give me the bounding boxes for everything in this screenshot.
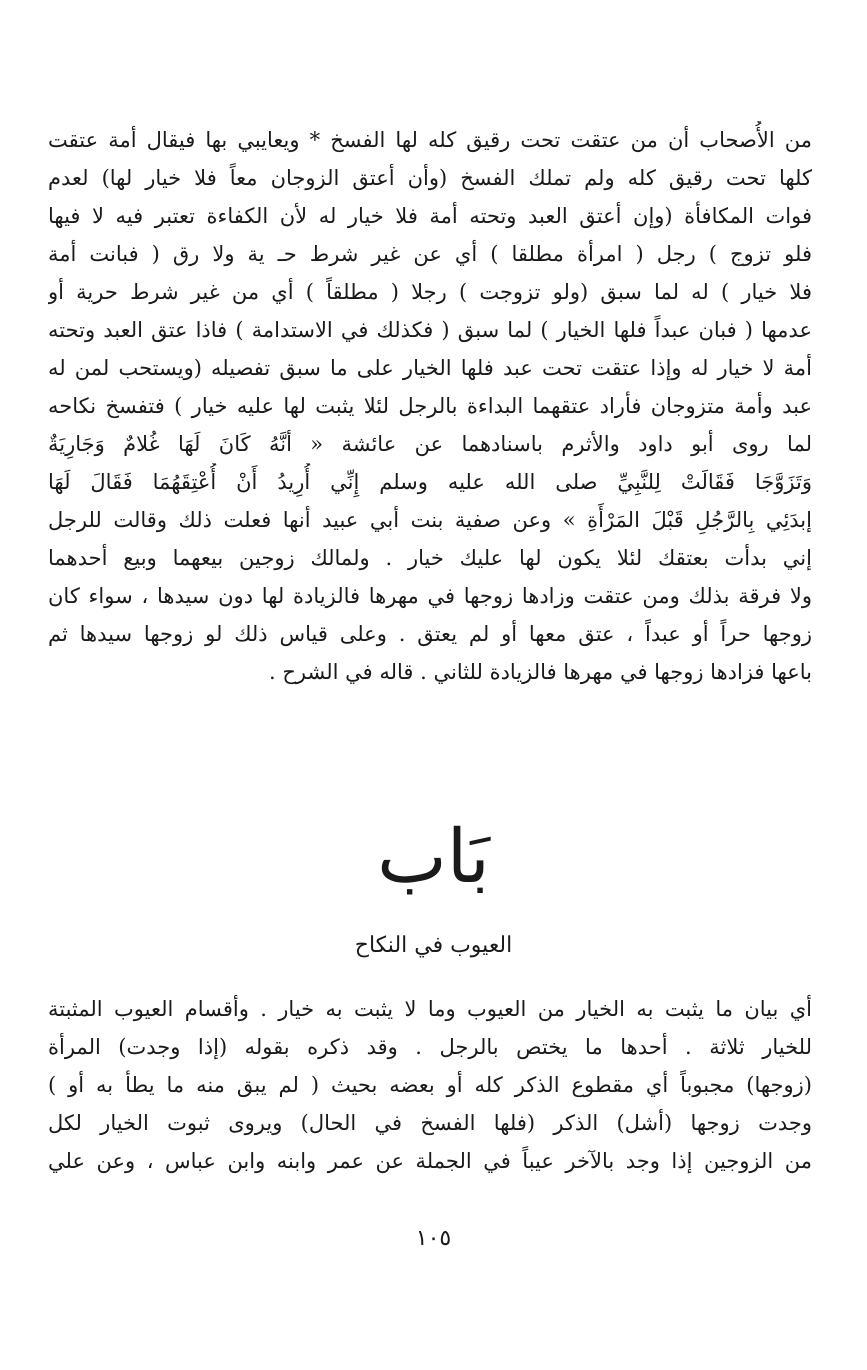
text-line: أي بيان ما يثبت به الخيار من العيوب وما لا يثبت به خيار . وأقسام العيوب المثبتة: [48, 997, 812, 1021]
text-line: وَتَزَوَّجَا فَقَالَتْ لِلنَّبِيِّ صلى الله عليه وسلم إِنِّي أُرِيدُ أَنْ أُعْتِقَهُمَا فَقَالَ لَهَا: [48, 470, 812, 494]
page-number: ١٠٥: [415, 1226, 452, 1251]
text-line: إبدَئِي بِالرَّجُلِ قَبْلَ المَرْأَةِ » وعن صفية بنت أبي عبيد أنها فعلت ذلك وقالت للرجل: [48, 508, 812, 532]
text-line: للخيار ثلاثة . أحدها ما يختص بالرجل . وقد ذكره بقوله (إذا وجدت) المرأة: [48, 1035, 812, 1059]
text-line: فلا خيار ) له لما سبق (ولو تزوجت ) رجلا ( مطلقاً ) أي من غير شرط حرية أو: [48, 280, 812, 304]
text-line: من الأُصحاب أن من عتقت تحت رقيق كله لها الفسخ * ويعايبي بها فيقال أمة عتقت: [48, 128, 812, 152]
chapter-subtitle: العيوب في النكاح: [354, 933, 513, 958]
text-line: ولا فرقة بذلك ومن عتقت وزادها زوجها في مهرها فالزيادة لها دون سيدها ، سواء كان: [48, 584, 812, 608]
body-text-bottom: [48, 990, 812, 1180]
text-line: من الزوجين إذا وجد بالآخر عيباً في الجملة عن عمر وابنه وابن عباس ، وعن علي: [48, 1149, 812, 1173]
body-text-top: [48, 121, 812, 691]
text-line: زوجها حراً أو عبداً ، عتق معها أو لم يعتق . وعلى قياس ذلك لو زوجها سيدها ثم: [48, 622, 812, 646]
text-line: عبد وأمة متزوجان فأراد عتقهما البداءة بالرجل لئلا يثبت لها عليه خيار ) فتفسخ نكاحه: [48, 394, 812, 418]
text-line: (زوجها) مجبوباً أي مقطوع الذكر كله أو بعضه بحيث ( لم يبق منه ما يطأ به أو ): [48, 1073, 812, 1097]
text-line: كلها تحت رقيق كله ولم تملك الفسخ (وأن أعتق الزوجان معاً فلا خيار لها) لعدم: [48, 166, 812, 190]
text-line: باعها فزادها زوجها في مهرها فالزيادة للثاني . قاله في الشرح .: [269, 660, 812, 684]
text-line: عدمها ( فبان عبداً فلها الخيار ) لما سبق ( فكذلك في الاستدامة ) فاذا عتق العبد وتحته: [48, 318, 812, 342]
text-line: أمة لا خيار له وإذا عتقت تحت عبد فلها الخيار على ما سبق تفصيله (ويستحب لمن له: [48, 356, 812, 380]
text-line: فلو تزوج ) رجل ( امرأة مطلقا ) أي عن غير شرط حـ ية ولا رق ( فبانت أمة: [48, 242, 812, 266]
text-line: إني بدأت بعتقك لئلا يكون لها عليك خيار . ولمالك زوجين بيعهما وبيع أحدهما: [48, 546, 812, 570]
text-line: فوات المكافأة (وإن أعتق العبد وتحته أمة فلا خيار له لأن الكفاءة تعتبر فيه لا فيها: [48, 204, 812, 228]
text-line: وجدت زوجها (أشل) الذكر (فلها الفسخ في الحال) ويروى ثبوت الخيار لكل: [48, 1111, 812, 1135]
text-line: لما روى أبو داود والأثرم باسنادهما عن عائشة « أنَّهُ كَانَ لَهَا غُلامٌ وَجَارِيَةٌ: [48, 432, 812, 456]
chapter-heading: بَاب: [377, 814, 490, 900]
